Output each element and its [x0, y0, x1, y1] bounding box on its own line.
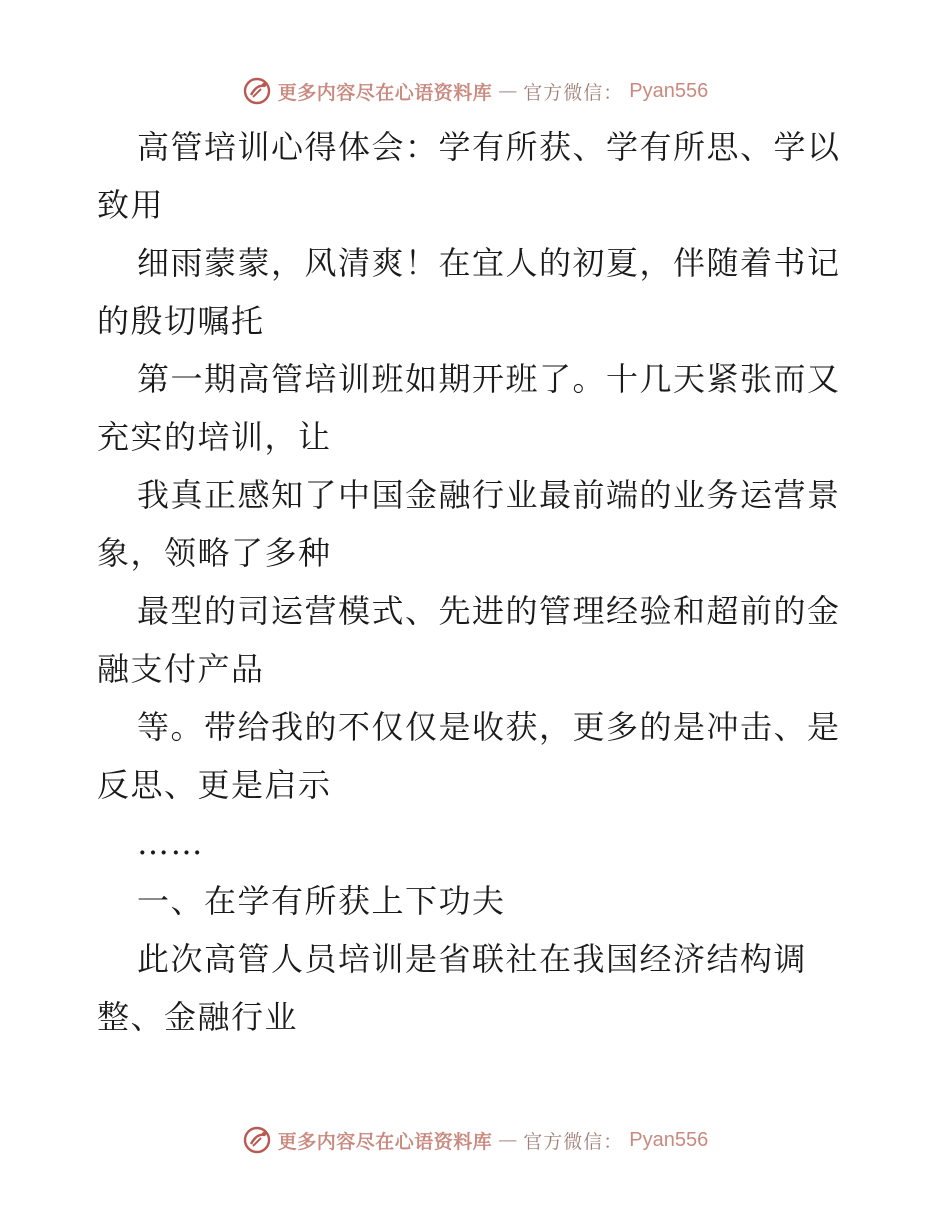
paragraph: 此次高管人员培训是省联社在我国经济结构调整、金融行业 — [97, 940, 808, 1036]
paragraph: 我真正感知了中国金融行业最前端的业务运营景象，领略了多种 — [97, 476, 841, 572]
paragraph: 最型的司运营模式、先进的管理经验和超前的金融支付产品 — [97, 592, 841, 688]
paragraph: 细雨蒙蒙，风清爽！在宜人的初夏，伴随着书记的殷切嘱托 — [97, 244, 841, 340]
banner-dash: — — [498, 1129, 518, 1151]
banner-wechat-label: 官方微信： — [523, 81, 624, 104]
footer-banner — [0, 1120, 950, 1160]
banner-wechat-id: Pyan556 — [629, 79, 709, 102]
banner-wechat-id: Pyan556 — [629, 1128, 709, 1151]
section-heading: 一、在学有所获上下功夫 — [137, 882, 506, 920]
logo-icon — [242, 76, 272, 106]
document-body — [97, 118, 857, 1046]
paragraph: 第一期高管培训班如期开班了。十几天紧张而又充实的培训，让 — [97, 360, 841, 456]
banner-wechat-label: 官方微信： — [523, 1130, 624, 1153]
logo-icon — [242, 1125, 272, 1155]
paragraph: 等。带给我的不仅仅是收获，更多的是冲击、是反思、更是启示 — [97, 708, 841, 804]
header-banner — [0, 71, 950, 111]
ellipsis: …… — [137, 824, 204, 862]
banner-dash: — — [498, 80, 518, 102]
banner-title: 更多内容尽在心语资料库 — [277, 1130, 493, 1153]
banner-title: 更多内容尽在心语资料库 — [277, 81, 493, 104]
paragraph-title: 高管培训心得体会：学有所获、学有所思、学以致用 — [97, 128, 841, 224]
